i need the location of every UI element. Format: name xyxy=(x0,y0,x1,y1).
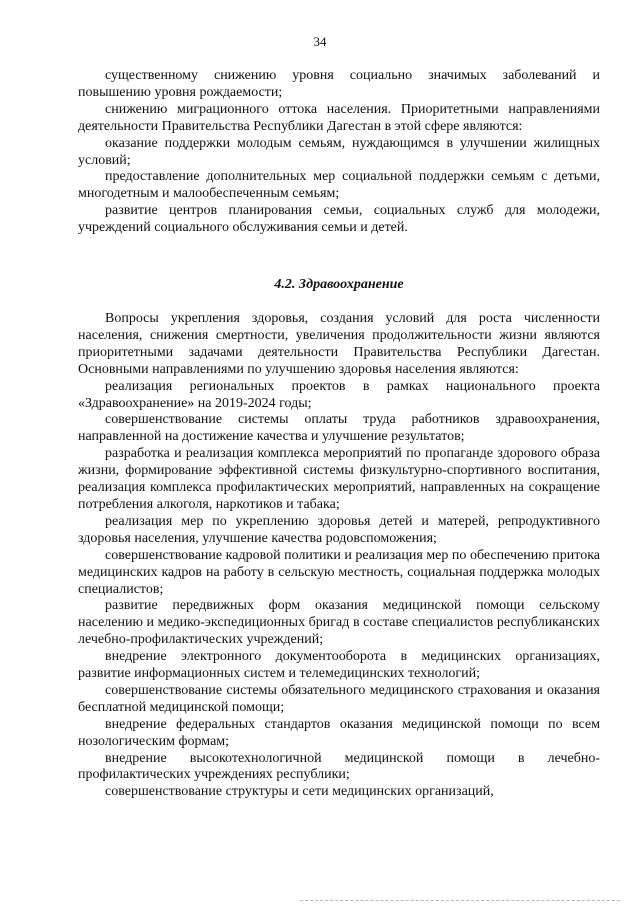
page-number: 34 xyxy=(313,34,327,49)
paragraph: Вопросы укрепления здоровья, создания условий для роста численности населения, снижения смертности, увеличения продолжительности жизни являются приоритетными задачами деятельности Правительства Республики Дагестан. Основными направлениями по улучшению здоровья населения являются: xyxy=(78,311,600,377)
section-heading: 4.2. Здравоохранение xyxy=(274,277,404,292)
paragraph: внедрение электронного документооборота в медицинских организациях, развитие информационных систем и телемедицинских технологий; xyxy=(78,649,600,682)
paragraph: существенному снижению уровня социально значимых заболеваний и повышению уровня рождаемости; xyxy=(78,68,600,100)
paragraph: разработка и реализация комплекса мероприятий по пропаганде здорового образа жизни, формирование эффективной системы физкультурно-спортивного воспитания, реализация комплекса профилактических мероприятий, направленных на сокращение потребления алкоголя, наркотиков и табака; xyxy=(78,446,600,512)
paragraph: внедрение федеральных стандартов оказания медицинской помощи по всем нозологическим формам; xyxy=(78,716,600,749)
paragraph: реализация региональных проектов в рамках национального проекта «Здравоохранение» на 2019-2024 годы; xyxy=(78,378,600,411)
text-block-intro xyxy=(78,68,600,237)
paragraph: развитие центров планирования семьи, социальных служб для молодежи, учреждений социального обслуживания семьи и детей. xyxy=(78,203,600,236)
paragraph: предоставление дополнительных мер социальной поддержки семьям с детьми, многодетным и малообеспеченным семьям; xyxy=(78,169,600,202)
paragraph: развитие передвижных форм оказания медицинской помощи сельскому населению и медико-экспедиционных бригад в составе специалистов республиканских лечебно-профилактических учреждений; xyxy=(78,598,600,648)
scan-edge-line xyxy=(300,900,620,902)
paragraph: снижению миграционного оттока населения. Приоритетными направлениями деятельности Правительства Республики Дагестан в этой сфере являются: xyxy=(78,101,600,134)
paragraph: совершенствование структуры и сети медицинских организаций, xyxy=(105,784,494,800)
text-block-healthcare xyxy=(78,311,600,801)
paragraph: совершенствование системы обязательного медицинского страхования и оказания бесплатной медицинской помощи; xyxy=(78,682,600,715)
paragraph: оказание поддержки молодым семьям, нуждающимся в улучшении жилищных условий; xyxy=(78,135,600,168)
paragraph: совершенствование системы оплаты труда работников здравоохранения, направленной на достижение качества и улучшение результатов; xyxy=(78,412,600,445)
paragraph: реализация мер по укреплению здоровья детей и матерей, репродуктивного здоровья населения, улучшение качества родовспоможения; xyxy=(78,513,600,546)
paragraph: совершенствование кадровой политики и реализация мер по обеспечению притока медицинских кадров на работу в сельскую местность, социальная поддержка молодых специалистов; xyxy=(78,547,600,597)
paragraph: внедрение высокотехнологичной медицинской помощи в лечебно-профилактических учреждениях республики; xyxy=(78,750,600,783)
